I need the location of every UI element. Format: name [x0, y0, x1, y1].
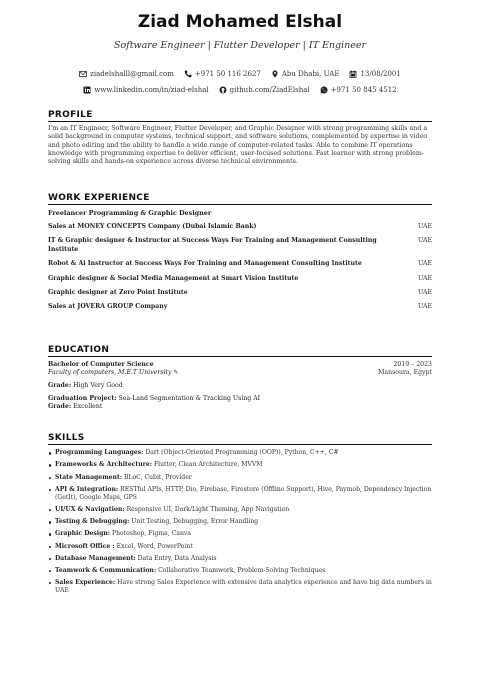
- faculty-location: Mansoura, Egypt: [378, 369, 432, 376]
- contact-row-2: [0, 86, 480, 94]
- job-entry: [48, 289, 432, 297]
- skill-value: Unit Testing, Debugging, Error Handling: [131, 518, 259, 526]
- grade-label: Grade:: [48, 382, 72, 389]
- skill-key: Microsoft Office :: [55, 542, 115, 550]
- job-location: UAE: [417, 274, 432, 282]
- skill-key: API & Integration:: [55, 485, 119, 493]
- job-entry: [48, 237, 432, 254]
- email-text: ziadelshalll@gmail.com: [90, 70, 174, 78]
- profile-heading: PROFILE: [48, 110, 432, 122]
- project-line: [48, 395, 432, 403]
- project-value: Sea-Land Segmentation & Tracking Using AI: [118, 395, 261, 402]
- grade-value: High Very Good: [73, 382, 123, 389]
- skill-value: Dart (Object-Oriented Programming (OOP)), Python, C++, C#: [145, 449, 339, 457]
- edit-icon: ✎: [173, 369, 179, 376]
- skill-value: Responsive UI, Dark/Light Theming, App Navigation: [126, 505, 290, 513]
- job-role: IT & Graphic designer & Instructor at Success Ways For Training and Management Consulting Institute: [48, 237, 377, 253]
- skill-item: [48, 461, 432, 469]
- job-entry: [48, 303, 432, 311]
- job-entry: [48, 260, 432, 268]
- job-role: Graphic designer at Zero Point Institute: [48, 289, 188, 297]
- freelance-role: Freelancer Programming & Graphic Designer: [48, 209, 212, 217]
- skill-key: Testing & Debugging:: [55, 518, 130, 526]
- skill-key: Sales Experience:: [55, 579, 116, 587]
- linkedin-icon: [83, 86, 91, 94]
- faculty-name: [48, 369, 432, 377]
- skill-value: Photoshop, Figma, Canva: [112, 530, 191, 538]
- skill-value: Excel, Word, PowerPoint: [116, 542, 193, 550]
- degree-dates: 2019 – 2023: [393, 361, 432, 368]
- whatsapp-text: +971 50 845 4512: [330, 86, 397, 94]
- skill-item: [48, 579, 432, 595]
- skill-value: Collaborative Teamwork, Problem-Solving Techniques: [158, 566, 326, 574]
- skill-item: [48, 567, 432, 575]
- contact-row-1: [0, 70, 480, 78]
- email-contact[interactable]: [79, 70, 174, 78]
- skill-key: Programming Languages:: [55, 449, 144, 457]
- phone-text: +971 50 116 2627: [194, 70, 261, 78]
- skills-list: [48, 449, 432, 595]
- whatsapp-contact[interactable]: [320, 86, 397, 94]
- experience-section: [48, 193, 432, 312]
- github-text: github.com/ZiadElshal: [229, 86, 310, 94]
- github-contact[interactable]: [219, 86, 310, 94]
- skill-item: [48, 530, 432, 538]
- skill-value: RESTful APIs, HTTP, Dio, Firebase, Firestore (Offline Support), Hive, Paymob, Dependency Injection (GetIt), Google Maps, GPS: [55, 485, 432, 501]
- skills-heading: SKILLS: [48, 433, 432, 445]
- skill-item: [48, 474, 432, 482]
- profile-text: I'm an IT Engineer, Software Engineer, Flutter Developer, and Graphic Designer with strong programming skills and a solid background in computer systems, technical support, and software solutions, complemented by expertise in video and photo editing and the ability to handle a wide range of computer-related tasks. Able to combine IT operations knowledge with programming expertise to deliver efficient, user-focused solutions. Fast learner with strong problem-solving skills and hands-on experience across diverse technical environments.: [48, 125, 428, 166]
- faculty-text: Faculty of computers, M.E.T University: [48, 369, 172, 376]
- education-section: [48, 345, 432, 411]
- experience-heading: WORK EXPERIENCE: [48, 193, 432, 205]
- location-icon: [271, 70, 279, 78]
- project-label: Graduation Project:: [48, 395, 117, 402]
- skill-key: Database Management:: [55, 554, 136, 562]
- skill-item: [48, 506, 432, 514]
- whatsapp-icon: [320, 86, 328, 94]
- job-role: Robot & Ai Instructor at Success Ways For Training and Management Consulting Institute: [48, 260, 362, 268]
- skill-item: [48, 555, 432, 563]
- linkedin-text: www.linkedin.com/in/ziad-elshal: [94, 86, 209, 94]
- job-role: Graphic designer & Social Media Management at Smart Vision Institute: [48, 274, 299, 282]
- skill-item: [48, 449, 432, 457]
- job-location: UAE: [417, 223, 432, 230]
- project-grade-value: Excellent: [73, 403, 103, 410]
- linkedin-contact[interactable]: [83, 86, 208, 94]
- project-grade-line: [48, 403, 432, 411]
- job-role: Sales at JOVERA GROUP Company: [48, 303, 168, 311]
- degree-name: Bachelor of Computer Science: [48, 361, 154, 368]
- job-entry: [48, 275, 432, 283]
- mail-icon: [79, 70, 87, 78]
- skill-item: [48, 543, 432, 551]
- github-icon: [219, 86, 227, 94]
- job-location: UAE: [417, 289, 432, 297]
- location-contact: [271, 70, 340, 78]
- job-entry: [48, 223, 432, 231]
- skill-key: State Management:: [55, 473, 123, 481]
- skills-section: [48, 433, 432, 595]
- phone-contact[interactable]: [184, 70, 261, 78]
- skill-value: BLoC, Cubit, Provider: [123, 473, 192, 481]
- skill-value: Have strong Sales Experience with extensive data analytics experience and have big data numbers in UAE: [55, 579, 432, 595]
- phone-icon: [184, 70, 192, 78]
- birthdate-text: 13/08/2001: [360, 70, 401, 78]
- location-text: Abu Dhabi, UAE: [281, 70, 340, 78]
- skill-item: [48, 518, 432, 526]
- skill-value: Data Entry, Data Analysis: [137, 554, 217, 562]
- calendar-icon: [349, 70, 357, 78]
- project-grade-label: Grade:: [48, 403, 72, 410]
- education-heading: EDUCATION: [48, 345, 432, 357]
- skill-key: UI/UX & Navigation:: [55, 505, 125, 513]
- skill-key: Graphic Design:: [55, 530, 111, 538]
- birthdate-contact: [349, 70, 400, 78]
- job-subtitle: Software Engineer | Flutter Developer | IT Engineer: [113, 40, 367, 51]
- grade-line: [48, 382, 432, 390]
- job-role: Sales at MONEY CONCEPTS Company (Dubai Islamic Bank): [48, 223, 257, 230]
- job-location: UAE: [417, 260, 432, 268]
- job-location: UAE: [417, 237, 432, 245]
- skill-key: Frameworks & Architecture:: [55, 461, 153, 469]
- candidate-name: Ziad Mohamed Elshal: [137, 12, 343, 32]
- skill-item: [48, 486, 432, 502]
- skill-value: Flutter, Clean Architecture, MVVM: [153, 461, 263, 469]
- job-location: UAE: [417, 303, 432, 311]
- degree-row: [48, 361, 432, 369]
- profile-section: [48, 110, 432, 166]
- faculty-row: [48, 369, 432, 377]
- skill-key: Teamwork & Communication:: [55, 566, 157, 574]
